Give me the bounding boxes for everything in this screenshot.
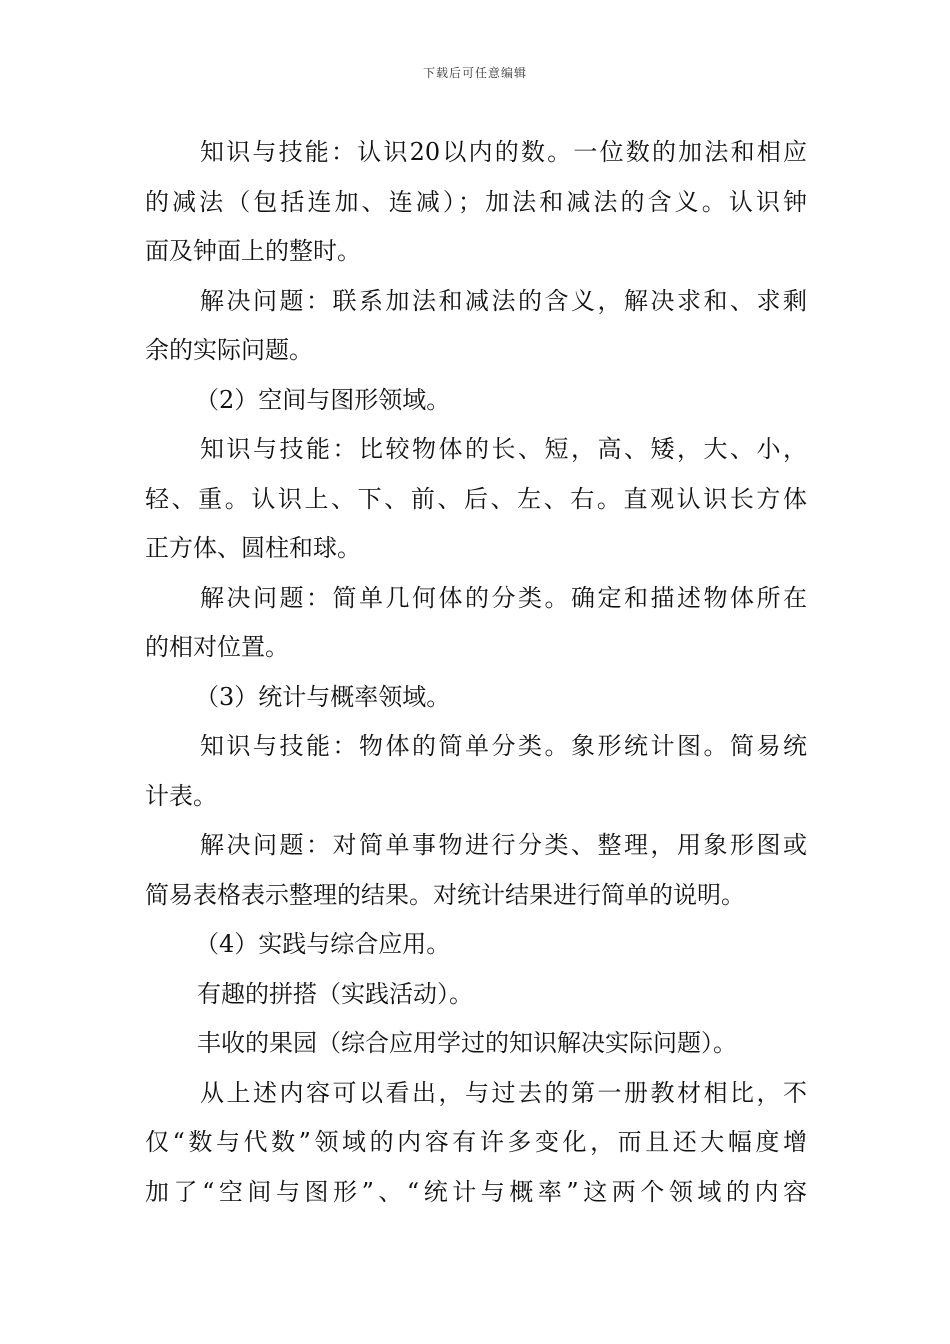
text-line: 解决问题：简单几何体的分类。确定和描述物体所在 — [200, 583, 807, 612]
text-line: 面及钟面上的整时。 — [145, 237, 361, 265]
text-line: 从上述内容可以看出，与过去的第一册教材相比，不 — [200, 1078, 807, 1107]
text-line: 有趣的拼搭（实践活动）。 — [197, 979, 473, 1008]
page-header: 下载后可任意编辑 — [422, 66, 527, 80]
text-line: 仅“数与代数”领域的内容有许多变化，而且还大幅度增 — [145, 1128, 807, 1156]
document-body — [145, 128, 807, 1217]
text-line: 的相对位置。 — [145, 633, 289, 661]
section-heading: （4）实践与综合应用。 — [195, 930, 451, 958]
text-line: 知识与技能：比较物体的长、短，高、矮，大、小， — [200, 435, 807, 463]
text-line: 解决问题：联系加法和减法的含义，解决求和、求剩 — [200, 286, 807, 315]
text-line: 计表。 — [145, 781, 217, 810]
text-line: 丰收的果园（综合应用学过的知识解决实际问题）。 — [197, 1029, 737, 1057]
text-line: 知识与技能：物体的简单分类。象形统计图。简易统 — [200, 732, 807, 760]
text-line: 解决问题：对简单事物进行分类、整理，用象形图或 — [200, 831, 807, 859]
text-line: 知识与技能：认识20以内的数。一位数的加法和相应 — [200, 138, 807, 166]
text-line: 简易表格表示整理的结果。对统计结果进行简单的说明。 — [145, 880, 745, 909]
text-line: 加了“空间与图形”、“统计与概率”这两个领域的内容 — [145, 1177, 807, 1206]
text-line: 轻、重。认识上、下、前、后、左、右。直观认识长方体 — [145, 484, 807, 513]
section-heading: （2）空间与图形领域。 — [195, 385, 451, 414]
text-line: 余的实际问题。 — [145, 336, 313, 364]
section-heading: （3）统计与概率领域。 — [195, 682, 451, 711]
text-line: 的减法（包括连加、连减）；加法和减法的含义。认识钟 — [145, 187, 807, 216]
text-line: 正方体、圆柱和球。 — [145, 534, 361, 562]
